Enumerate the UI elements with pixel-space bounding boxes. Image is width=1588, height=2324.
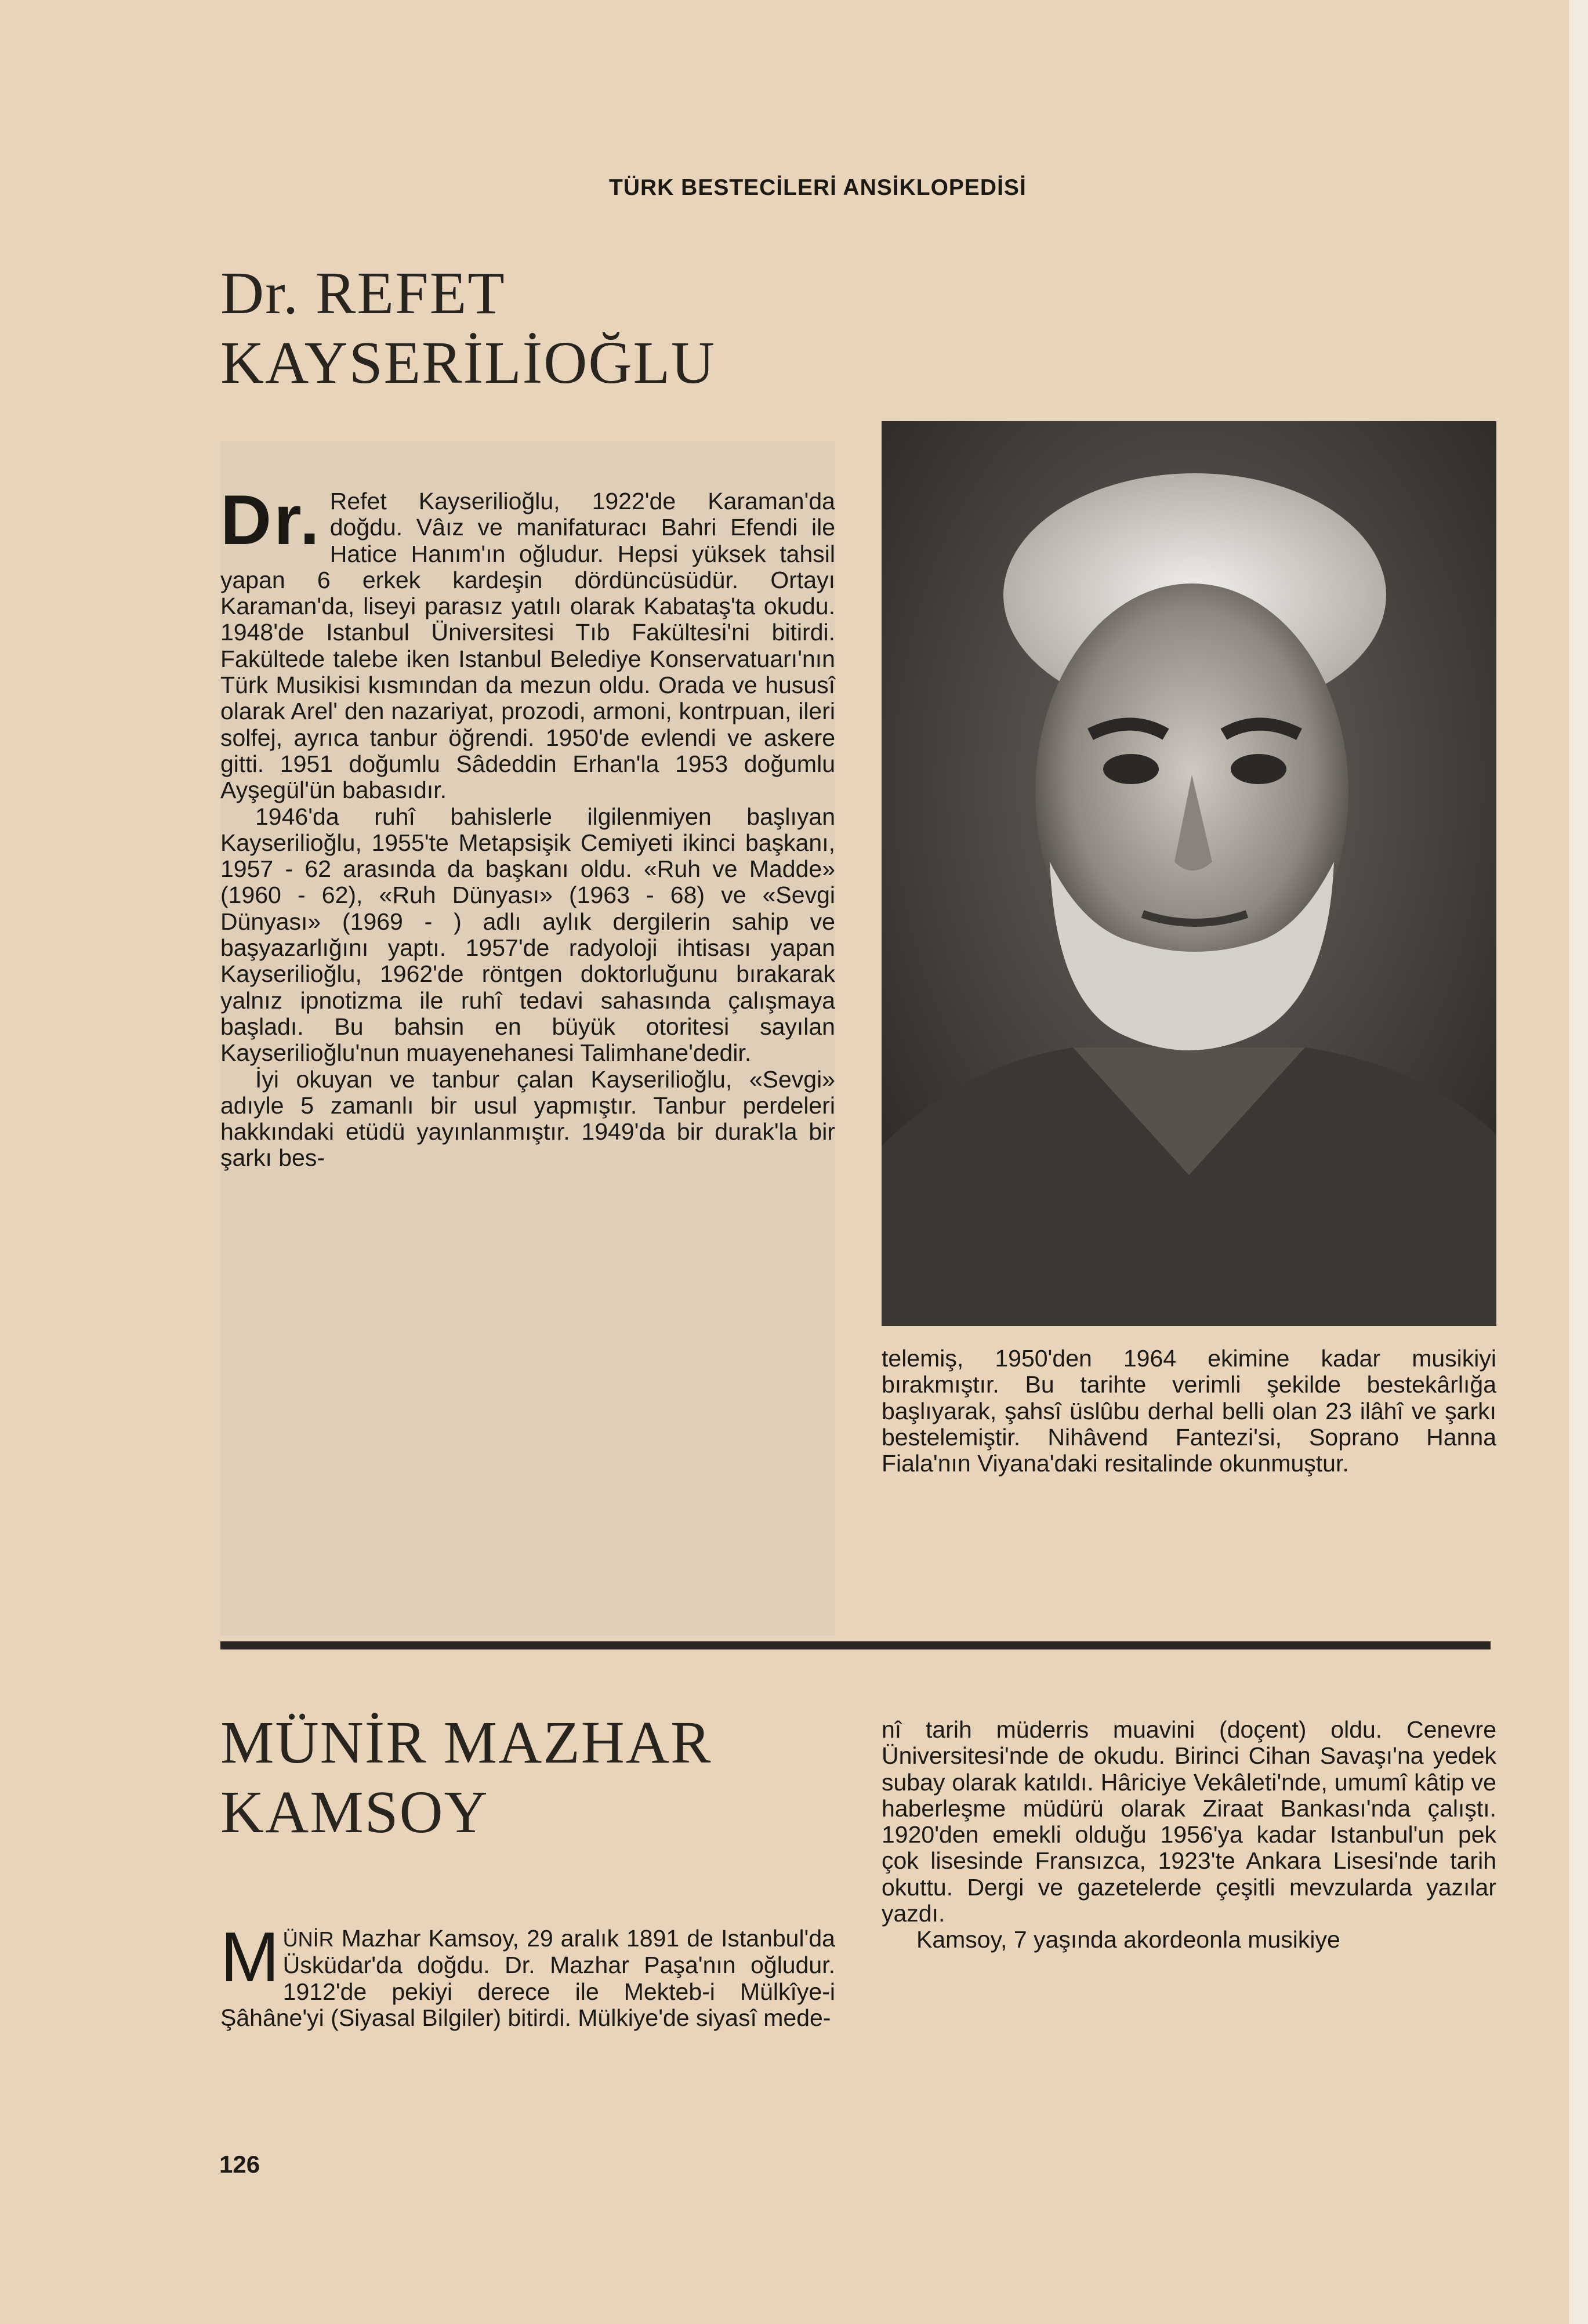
- article2-right-paragraph-1: nî tarih müderris muavini (doçent) oldu. Cenevre Üniversitesi'nde de okudu. Birinci Cihan Savaşı'na yedek subay olarak katıldı. Hâriciye Vekâleti'nde, umumî kâtip ve haberleşme müdürü olarak Ziraat Bankası'nda çalıştı. 1920'den emekli olduğu 1956'ya kadar Istanbul'un pek çok lisesinde Fransızca, 1923'te Ankara Lisesi'nde tarih okuttu. Dergi ve gazetelerde çeşitli mevzularda yazılar yazdı.: [882, 1716, 1496, 1927]
- article1-paragraph-2: 1946'da ruhî bahislerle ilgilenmiyen başlıyan Kayserilioğlu, 1955'te Metapsişik Cemiyeti ikinci başkanı, 1957 - 62 arasında da başkanı oldu. «Ruh ve Madde» (1960 - 62), «Ruh Dünyası» (1963 - 68) ve «Sevgi Dünyası» (1969 - ) adlı aylık dergilerin sahip ve başyazarlığını yaptı. 1957'de radyoloji ihtisası yapan Kayserilioğlu, 1962'de röntgen doktorluğunu bırakarak yalnız ipnotizma ile ruhî tedavi sahasında çalışmaya başladı. Bu bahsin en büyük otoritesi sayılan Kayserilioğlu'nun muayenehanesi Talimhane'dedir.: [220, 803, 835, 1067]
- article2-left-column: [220, 1917, 835, 2031]
- portrait-image: [882, 421, 1496, 1326]
- article2-title: [220, 1708, 858, 1847]
- article1-title-line2: KAYSERİLİOĞLU: [220, 329, 716, 396]
- article1-left-column: [220, 480, 835, 1172]
- page-edge: [1569, 0, 1588, 2324]
- article2-lead-caps: ÜNİR: [282, 1927, 334, 1951]
- article2-dropcap: M: [220, 1917, 280, 1996]
- article1-dropcap: Dr.: [220, 480, 322, 559]
- article1-title-line1: Dr. REFET: [220, 260, 506, 327]
- article1-paragraph-3: İyi okuyan ve tanbur çalan Kayserilioğlu, «Sevgi» adıyle 5 zamanlı bir usul yapmıştır. Tanbur perdeleri hakkındaki etüdü yayınlanmıştır. 1949'da bir durak'la bir şarkı bes-: [220, 1065, 835, 1172]
- portrait-photo: [882, 421, 1496, 1326]
- article1-title: [220, 259, 858, 398]
- article2-lead-text: Mazhar Kamsoy, 29 aralık 1891 de Istanbul'da Üsküdar'da doğdu. Dr. Mazhar Paşa'nın oğludur. 1912'de pekiyi derece ile Mekteb-i Mülkîye-i Şâhâne'yi (Siyasal Bilgiler) bitirdi. Mülkiye'de siyasî mede-: [220, 1925, 835, 2031]
- article1-lead-paragraph: [220, 480, 835, 804]
- page-number: 126: [219, 2151, 260, 2178]
- section-divider: [220, 1641, 1491, 1649]
- article2-title-line1: MÜNİR MAZHAR: [220, 1709, 712, 1776]
- article1-right-column: telemiş, 1950'den 1964 ekimine kadar musikiyi bırakmıştır. Bu tarihte verimli şekilde bestekârlığa başlıyarak, şahsî üslûbu derhal belli olan 23 ilâhî ve şarkı bestelemiştir. Nihâvend Fantezi'si, Soprano Hanna Fiala'nın Viyana'daki resitalinde okunmuştur.: [882, 1345, 1496, 1477]
- running-head: TÜRK BESTECİLERİ ANSİKLOPEDİSİ: [609, 175, 1027, 200]
- article2-right-column: [882, 1717, 1496, 1953]
- article2-lead-paragraph: [220, 1917, 835, 2031]
- article1-lead-text: Refet Kayserilioğlu, 1922'de Karaman'da doğdu. Vâız ve manifaturacı Bahri Efendi ile Hatice Hanım'ın oğludur. Hepsi yüksek tahsil yapan 6 erkek kardeşin dördüncüsüdür. Ortayı Karaman'da, liseyi parasız yatılı olarak Kabataş'ta okudu. 1948'de Istanbul Üniversitesi Tıb Fakültesi'ni bitirdi. Fakültede talebe iken Istanbul Belediye Konservatuarı'nın Türk Musikisi kısmından da mezun oldu. Orada ve hususî olarak Arel' den nazariyat, prozodi, armoni, kontrpuan, ileri solfej, ayrıca tanbur öğrendi. 1950'de evlendi ve askere gitti. 1951 doğumlu Sâdeddin Erhan'la 1953 doğumlu Ayşegül'ün babasıdır.: [220, 488, 835, 804]
- article2-right-paragraph-2: Kamsoy, 7 yaşında akordeonla musikiye: [916, 1926, 1340, 1953]
- article2-title-line2: KAMSOY: [220, 1779, 489, 1846]
